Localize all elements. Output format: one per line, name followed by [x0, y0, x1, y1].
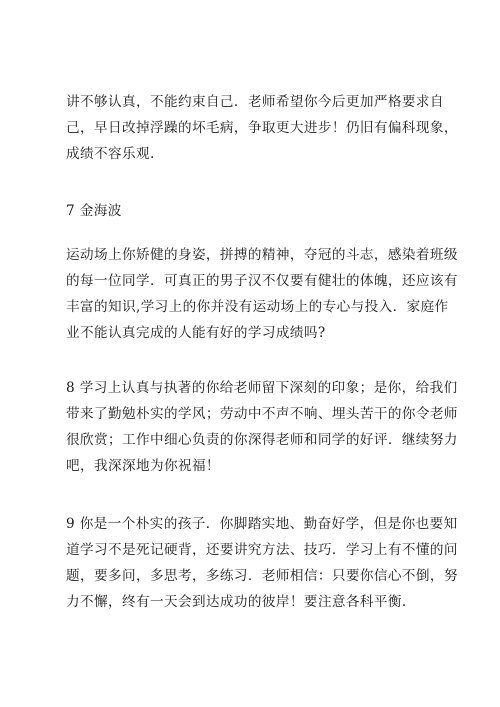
text-line: 业不能认真完成的人能有好的学习成绩吗? — [66, 325, 326, 341]
text-line: 成绩不容乐观. — [66, 146, 155, 162]
text-line: 道学习不是死记硬背，还要讲究方法、技巧．学习上有不懂的问 — [66, 542, 458, 558]
text-line: 丰富的知识,学习上的你并没有运动场上的专心与投入．家庭作 — [66, 299, 449, 315]
text-line: 己，早日改掉浮躁的坏毛病，争取更大进步！仍旧有偏科现象， — [66, 120, 458, 136]
paragraph-comment-continued — [66, 89, 458, 167]
text-line: 力不懈，终有一天会到达成功的彼岸！要注意各科平衡. — [66, 594, 407, 610]
text-line: 8 学习上认真与执著的你给老师留下深刻的印象；是你，给我们 — [66, 380, 458, 396]
student-heading — [66, 198, 438, 224]
paragraph-comment-7 — [66, 242, 458, 346]
student-name-heading: 7 金海波 — [66, 203, 122, 219]
text-line: 讲不够认真，不能约束自己．老师希望你今后更加严格要求自 — [66, 94, 444, 110]
text-line: 的每一位同学．可真正的男子汉不仅要有健壮的体魄，还应该有 — [66, 273, 458, 289]
text-line: 9 你是一个朴实的孩子．你脚踏实地、勤奋好学，但是你也要知 — [66, 516, 458, 532]
paragraph-comment-9 — [66, 511, 458, 615]
text-line: 题，要多问，多思考，多练习．老师相信：只要你信心不倒，努 — [66, 568, 458, 584]
text-line: 带来了勤勉朴实的学风；劳动中不声不响、埋头苦干的你令老师 — [66, 406, 458, 422]
paragraph-comment-8 — [66, 375, 458, 479]
text-line: 很欣赏；工作中细心负责的你深得老师和同学的好评．继续努力 — [66, 432, 458, 448]
text-line: 吧，我深深地为你祝福！ — [66, 458, 220, 474]
text-line: 运动场上你矫健的身姿，拼搏的精神，夺冠的斗志，感染着班级 — [66, 247, 458, 263]
